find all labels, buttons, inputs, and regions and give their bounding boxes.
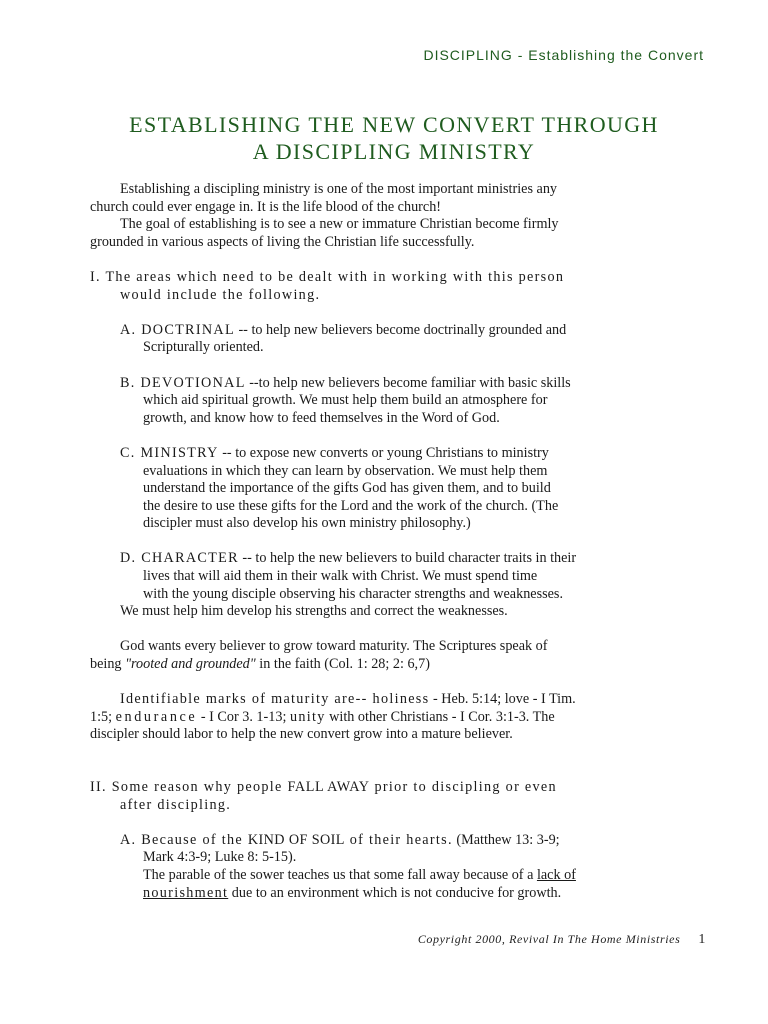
maturity-line: God wants every believer to grow toward maturity. The Scriptures speak of	[120, 638, 548, 655]
section-heading-2-cont: after discipling.	[120, 796, 232, 813]
item-text: growth, and know how to feed themselves in the Word of God.	[143, 409, 500, 426]
item-text: -- to expose new converts or young Christians to ministry	[218, 444, 549, 461]
item-kind-of-soil: A. Because of the KIND OF SOIL of their hearts. (Matthew 13: 3-9; Mark 4:3-9; Luke 8: 5-15). The parable of the sower teaches us that some fall away because of a lack of nourishment due to an environment which is not conducive for growth.	[90, 832, 700, 902]
copyright-text: Copyright 2000, Revival In The Home Ministries	[417, 932, 681, 946]
item-text: the desire to use these gifts for the Lord and the work of the church. (The	[143, 497, 559, 514]
title-line-1: ESTABLISHING THE NEW CONVERT THROUGH	[129, 112, 659, 137]
item-text: Scripturally oriented.	[143, 339, 264, 356]
item-key: C. MINISTRY	[120, 444, 219, 461]
item-text: discipler must also develop his own ministry philosophy.)	[143, 515, 471, 532]
item-text: --to help new believers become familiar with basic skills	[245, 374, 571, 391]
running-header: DISCIPLING - Establishing the Convert	[423, 47, 704, 63]
page-footer	[418, 932, 706, 948]
quote-rooted-grounded: "rooted and grounded"	[125, 656, 256, 673]
item-text: The parable of the sower teaches us that some fall away because of a lack of	[143, 866, 576, 883]
marks-line: Identifiable marks of maturity are-- holiness - Heb. 5:14; love - I Tim.	[120, 691, 576, 708]
underlined-text: lack of	[536, 866, 576, 883]
item-character	[90, 550, 700, 620]
document-body	[90, 181, 700, 902]
item-text: which aid spiritual growth. We must help them build an atmosphere for	[143, 392, 548, 409]
marks-line: discipler should labor to help the new convert grow into a mature believer.	[90, 726, 513, 743]
item-ministry	[90, 445, 700, 533]
section-heading-2: II. Some reason why people FALL AWAY prior to discipling or even	[90, 779, 557, 795]
page-number: 1	[698, 932, 706, 947]
item-text: nourishment due to an environment which is not conducive for growth.	[143, 884, 562, 901]
item-text: lives that will aid them in their walk with Christ. We must spend time	[143, 568, 538, 585]
maturity-line: being "rooted and grounded" in the faith (Col. 1: 28; 2: 6,7)	[90, 656, 430, 673]
item-key: D. CHARACTER	[120, 550, 239, 567]
item-text: understand the importance of the gifts God has given them, and to build	[143, 480, 551, 497]
title-line-2: A DISCIPLING MINISTRY	[252, 139, 536, 164]
item-text: We must help him develop his strengths and correct the weaknesses.	[120, 603, 508, 620]
item-text: evaluations in which they can learn by observation. We must help them	[143, 462, 548, 479]
item-text: with the young disciple observing his character strengths and weaknesses.	[143, 585, 563, 602]
section-heading-1: I. The areas which need to be dealt with in working with this person	[90, 268, 565, 285]
intro-line: grounded in various aspects of living the Christian life successfully.	[90, 233, 475, 250]
item-text: Mark 4:3-9; Luke 8: 5-15).	[143, 849, 297, 866]
section-heading-1-cont: would include the following.	[120, 286, 321, 303]
item-key: A. DOCTRINAL	[120, 321, 235, 338]
item-text: -- to help new believers become doctrinally grounded and	[234, 321, 567, 338]
intro-line: Establishing a discipling ministry is one of the most important ministries any	[120, 181, 558, 197]
intro-line: The goal of establishing is to see a new or immature Christian become firmly	[120, 216, 559, 233]
marks-line: 1:5; endurance - I Cor 3. 1-13; unity with other Christians - I Cor. 3:1-3. The	[90, 708, 555, 725]
item-text: -- to help the new believers to build character traits in their	[238, 550, 577, 567]
underlined-text: nourishment	[143, 884, 229, 901]
item-doctrinal	[90, 322, 700, 357]
intro-line: church could ever engage in. It is the life blood of the church!	[90, 198, 442, 215]
item-key: B. DEVOTIONAL	[120, 374, 246, 391]
item-devotional	[90, 375, 700, 428]
document-title	[40, 111, 748, 165]
